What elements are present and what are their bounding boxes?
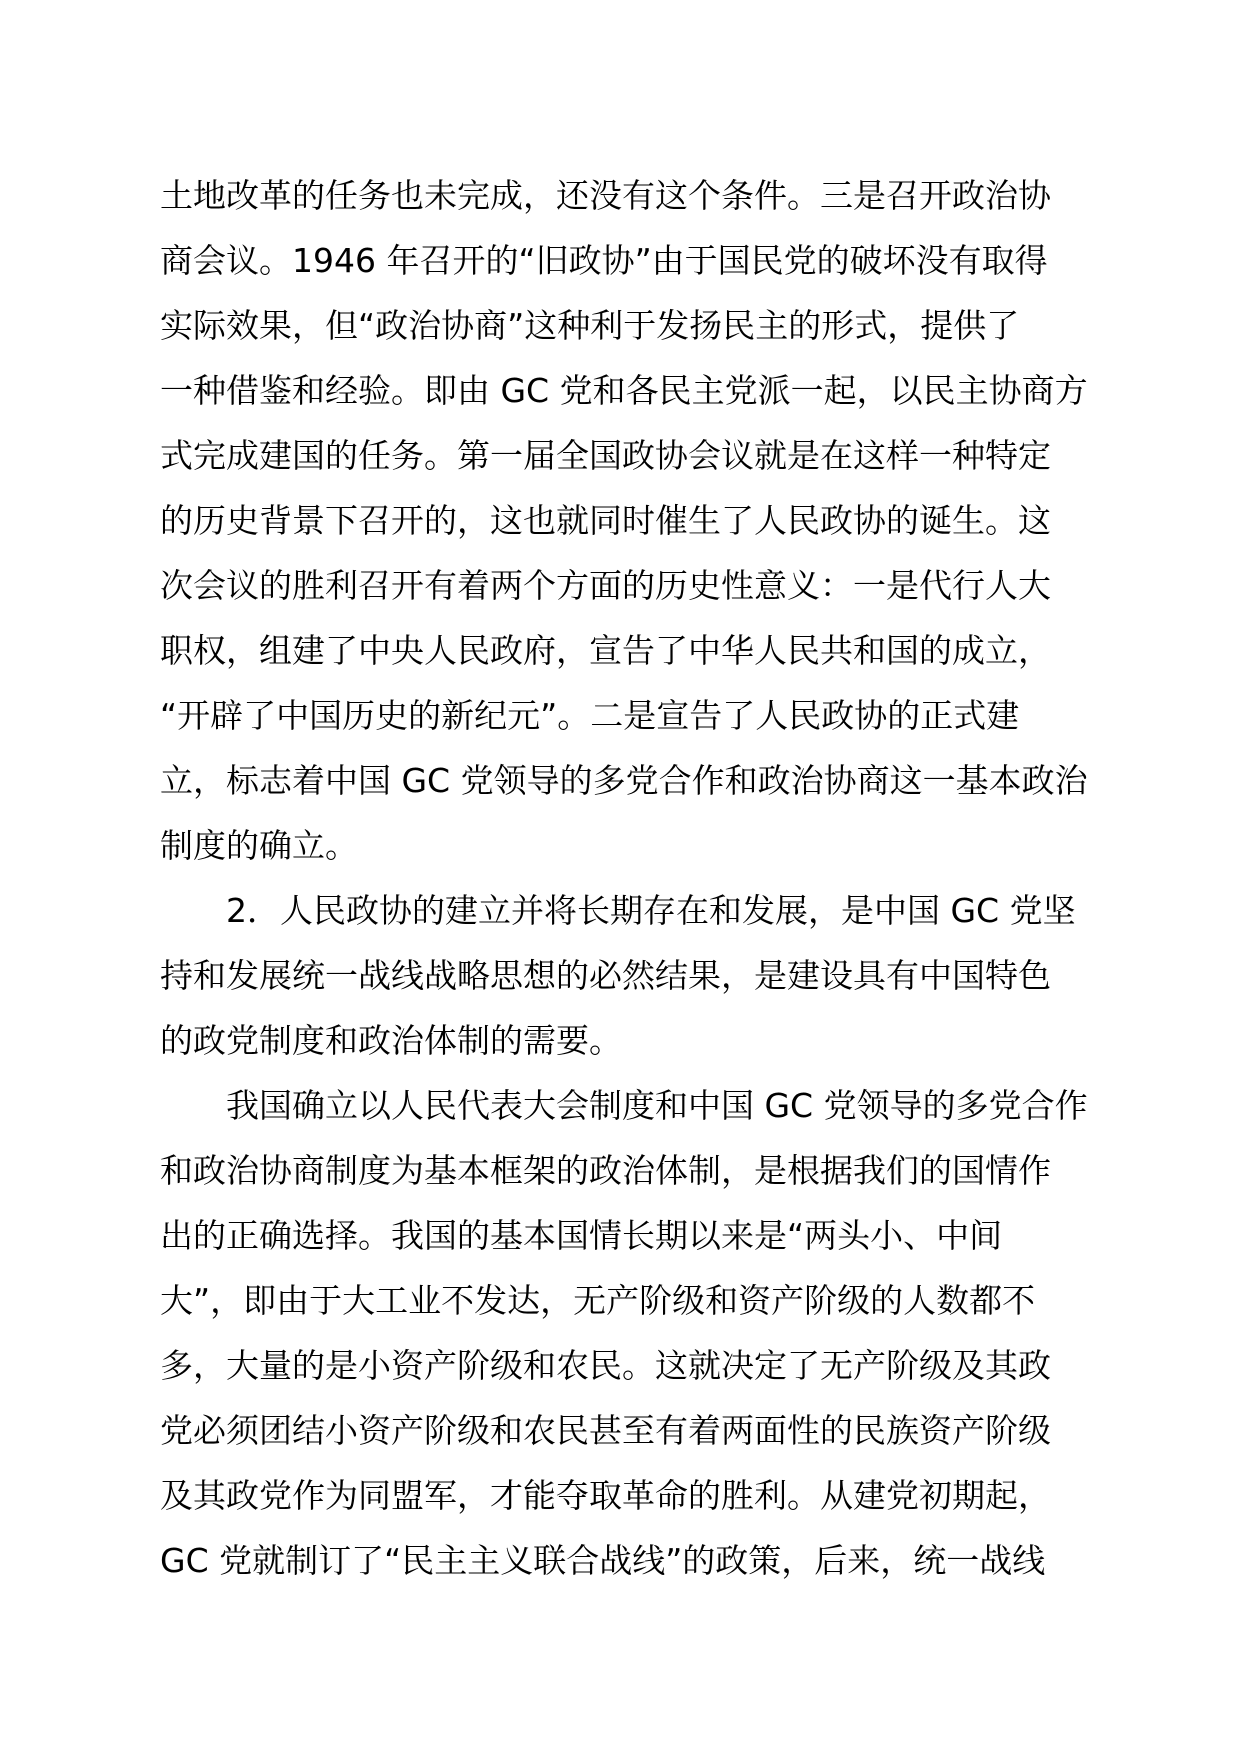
- paragraph-line: 2．人民政协的建立并将长期存在和发展，是中国 GC 党坚: [226, 891, 1076, 930]
- paragraph-line: 一种借鉴和经验。即由 GC 党和各民主党派一起，以民主协商方: [160, 371, 1088, 410]
- paragraph-line: 实际效果，但“政治协商”这种利于发扬民主的形式，提供了: [160, 306, 1020, 345]
- paragraph-line: 的政党制度和政治体制的需要。: [160, 1021, 622, 1060]
- paragraph-line: 的历史背景下召开的，这也就同时催生了人民政协的诞生。这: [160, 501, 1051, 540]
- paragraph-line: 次会议的胜利召开有着两个方面的历史性意义：一是代行人大: [160, 566, 1051, 605]
- paragraph-line: 土地改革的任务也未完成，还没有这个条件。三是召开政治协: [160, 176, 1051, 215]
- paragraph-line: 党必须团结小资产阶级和农民甚至有着两面性的民族资产阶级: [160, 1411, 1051, 1450]
- paragraph-line: 职权，组建了中央人民政府，宣告了中华人民共和国的成立，: [160, 631, 1051, 670]
- paragraph-line: 及其政党作为同盟军，才能夺取革命的胜利。从建党初期起，: [160, 1476, 1051, 1515]
- paragraph-line: 和政治协商制度为基本框架的政治体制，是根据我们的国情作: [160, 1151, 1051, 1190]
- paragraph-line: 我国确立以人民代表大会制度和中国 GC 党领导的多党合作: [226, 1086, 1088, 1125]
- paragraph-line: 大”，即由于大工业不发达，无产阶级和资产阶级的人数都不: [160, 1281, 1036, 1320]
- paragraph-line: 商会议。1946 年召开的“旧政协”由于国民党的破坏没有取得: [160, 241, 1048, 280]
- paragraph-line: 式完成建国的任务。第一届全国政协会议就是在这样一种特定: [160, 436, 1051, 475]
- paragraph-line: 制度的确立。: [160, 826, 358, 865]
- paragraph-line: GC 党就制订了“民主主义联合战线”的政策，后来，统一战线: [160, 1541, 1046, 1580]
- paragraph-line: 持和发展统一战线战略思想的必然结果，是建设具有中国特色: [160, 956, 1051, 995]
- paragraph-line: 多，大量的是小资产阶级和农民。这就决定了无产阶级及其政: [160, 1346, 1051, 1385]
- paragraph-line: 立，标志着中国 GC 党领导的多党合作和政治协商这一基本政治: [160, 761, 1088, 800]
- paragraph-line: 出的正确选择。我国的基本国情长期以来是“两头小、中间: [160, 1216, 1003, 1255]
- paragraph-line: “开辟了中国历史的新纪元”。二是宣告了人民政协的正式建: [160, 696, 1020, 735]
